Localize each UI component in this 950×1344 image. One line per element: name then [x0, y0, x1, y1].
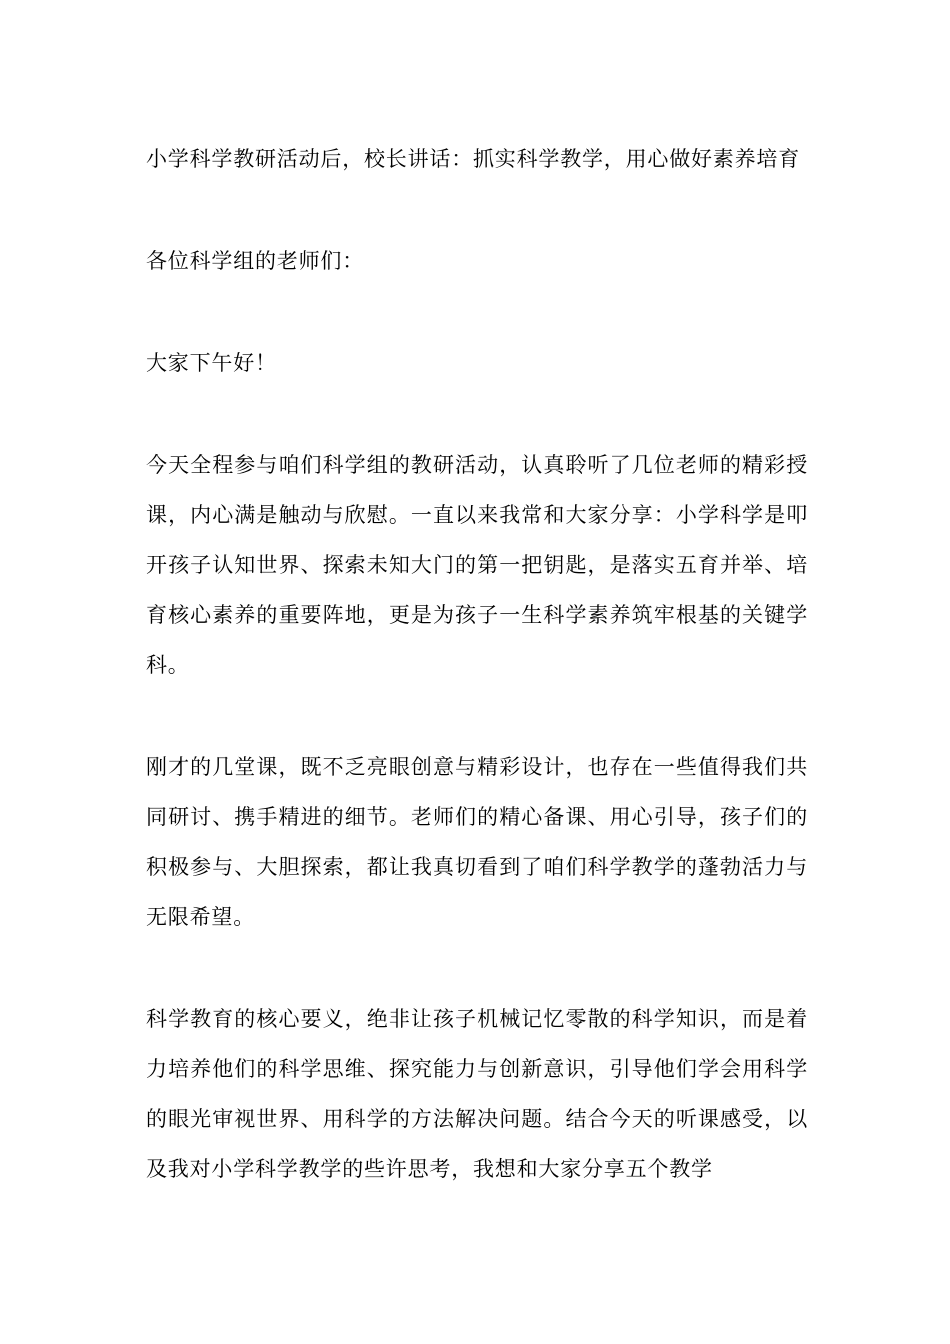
- paragraph-spacer: [146, 690, 808, 742]
- paragraph-spacer: [146, 184, 808, 236]
- body-paragraph-1: 今天全程参与咱们科学组的教研活动，认真聆听了几位老师的精彩授课，内心满是触动与欣慰。一直以来我常和大家分享：小学科学是叩开孩子认知世界、探索未知大门的第一把钥匙，是落实五育并举、培育核心素养的重要阵地，更是为孩子一生科学素养筑牢根基的关键学科。: [146, 453, 808, 677]
- body-paragraph-2: 刚才的几堂课，既不乏亮眼创意与精彩设计，也存在一些值得我们共同研讨、携手精进的细节。老师们的精心备课、用心引导，孩子们的积极参与、大胆探索，都让我真切看到了咱们科学教学的蓬勃活力与无限希望。: [146, 755, 808, 929]
- salutation: 各位科学组的老师们：: [146, 249, 364, 273]
- body-paragraph-3: 科学教育的核心要义，绝非让孩子机械记忆零散的科学知识，而是着力培养他们的科学思维、探究能力与创新意识，引导他们学会用科学的眼光审视世界、用科学的方法解决问题。结合今天的听课感受，以及我对小学科学教学的些许思考，我想和大家分享五个教学: [146, 1007, 808, 1181]
- greeting: 大家下午好！: [146, 351, 277, 375]
- document-title: 小学科学教研活动后，校长讲话：抓实科学教学，用心做好素养培育: [146, 147, 800, 171]
- paragraph-spacer: [146, 286, 808, 338]
- paragraph-spacer: [146, 942, 808, 994]
- document-page: [146, 134, 808, 1194]
- paragraph-spacer: [146, 388, 808, 440]
